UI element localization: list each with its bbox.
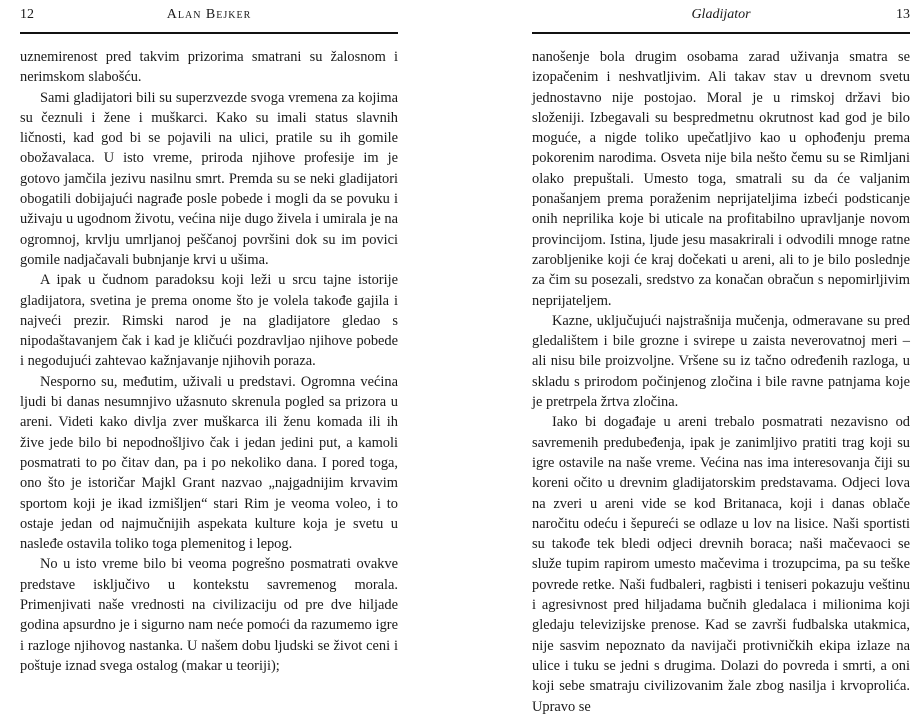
right-page: [532, 0, 910, 715]
paragraph: A ipak u čudnom paradoksu koji leži u srcu tajne istorije gladijatora, svetina je prema onome što je volela takođe gajila i najveći prezir. Rimski narod je na gladijatore gledao s nipodaštavanjem čak i kad je kličući pozdravljao njihove pobede i negodujući zahtevao kažnjavanje njihovih poraza.: [20, 272, 398, 370]
paragraph: Iako bi događaje u areni trebalo posmatrati nezavisno od savremenih predubeđenja, ipak je zanimljivo pratiti trag koji su igre ostavile na naše vreme. Većina nas ima interesovanja čiji su koreni očito u drevnim gladijatorskim predstavama. Odjeci lova na zveri u areni vide se kod Britanaca, koji i danas oblače naročitu odeću i šepureći se odlaze u lov na lisice. Naši sportisti su takođe tek bledi odjeci drevnih boraca; naši mačevaoci se služe tupim rapirom umesto mačevima i trozupcima, pa su teške povrede retke. Naši fudbaleri, ragbisti i teniseri pokazuju veštinu i agresivnost pred hiljadama bučnih gledalaca i milionima koji gledaju televizijske prenose. Kad se završi fudbalska utakmica, nije sasvim nepoznato da navijači protivničkih ekipa izlaze na ulice i tuku se jedni s drugima. Dolazi do povreda i smrti, a oni koji sebe smatraju civilizovanim žale zbog nasilja i krvoprolića. Upravo se: [532, 414, 910, 715]
left-page: [20, 0, 398, 700]
paragraph: Sami gladijatori bili su superzvezde svoga vremena za kojima su čeznuli i žene i muškarci. Kako su imali status slavnih ličnosti, kad god bi se pojavili na ulici, pratile su ih gomile obožavalaca. U isto vreme, priroda njihove profesije im je gotovo jamčila jezivu nasilnu smrt. Premda su se neki gladijatori obogatili dobijajući nagrađe posle pobede i mogli da se povuku i uživaju u ugodnom životu, većina nije dugo živela i umirala je na ogromnoj, krvlju umrljanoj peščanoj površini dok su im povici gomile nadjačavali bubnjanje krvi u ušima.: [20, 89, 398, 268]
page-number: 13: [896, 7, 910, 22]
paragraph: Nesporno su, međutim, uživali u predstavi. Ogromna većina ljudi bi danas nesumnjivo užasnuto skrenula pogled sa prizora u areni. Videti kako divlja zver muškarca ili ženu komada ili ih žive jede bilo bi nepodnošljivo čak i jedan jedini put, a kamoli posmatrati to po čitav dan, pa i po nekoliko dana. I pored toga, ono što je istoričar Majkl Grant nazvao „najgadnijim krvavim sportom koji je ikad izmišljen“ stari Rim je veoma voleo, i to ostaje jedan od najmučnijih aspekata kulture koja je svetu u nasleđe ostavila toliko toga plemenitog i lepog.: [20, 373, 398, 553]
paragraph: No u isto vreme bilo bi veoma pogrešno posmatrati ovakve predstave isključivo u kontekstu savremenog morala. Primenjivati naše vrednosti na civilizaciju od pre dve hiljade godina apsurdno je i sigurno nam neće pomoći da razumemo igre i razloge njihovog nastanka. U našem dobu ljudski se život ceni i poštuje iznad svega ostalog (makar u teoriji);: [20, 556, 398, 674]
paragraph: Kazne, uključujući najstrašnija mučenja, odmeravane su pred gledalištem i bile grozne i svirepe u zaista neverovatnoj meri – ali nisu bile proizvoljne. Vršene su iz tačno određenih razloga, u skladu s prirodom počinjenog zločina i bile ravne patnjama koje je pretrpela žrtva zločina.: [532, 312, 910, 411]
running-head-title: Gladijator: [691, 7, 751, 22]
page-number: 12: [20, 7, 34, 22]
paragraph: uznemirenost pred takvim prizorima smatrani su žalosnom i nerimskom slabošću.: [20, 49, 398, 86]
running-head-author: Alan Bejker: [166, 7, 252, 22]
right-page-body: [532, 47, 910, 717]
right-page-header: [532, 6, 910, 30]
header-rule: [532, 32, 910, 34]
left-page-body: [20, 47, 398, 676]
left-page-header: [20, 6, 398, 30]
paragraph: nanošenje bola drugim osobama zarad uživanja smatra se izopačenim i neshvatljivim. Ali takav stav u drevnom svetu jednostavno nije postojao. Moral je u rimskoj državi bio složeniji. Izbegavali su bespredmetnu okrutnost kad god je bilo moguće, a nigde toliko upečatljivo kao u ophođenju prema pokorenim narodima. Osveta nije bila nešto čemu su se Rimljani olako prepuštali. Umesto toga, smatrali su da će valjanim ponašanjem prema poraženim neprijateljima izbeći podsticanje onih neprilika koje bi uticale na profitabilno upravljanje novom provincijom. Istina, ljude jesu masakrirali i odvodili mnoge ratne zarobljenike koji će kraj dočekati u areni, ali to je bilo poslednje za čim su posezali, sredstvo za konačan obračun s nepomirljivim neprijateljem.: [532, 49, 910, 309]
header-rule: [20, 32, 398, 34]
